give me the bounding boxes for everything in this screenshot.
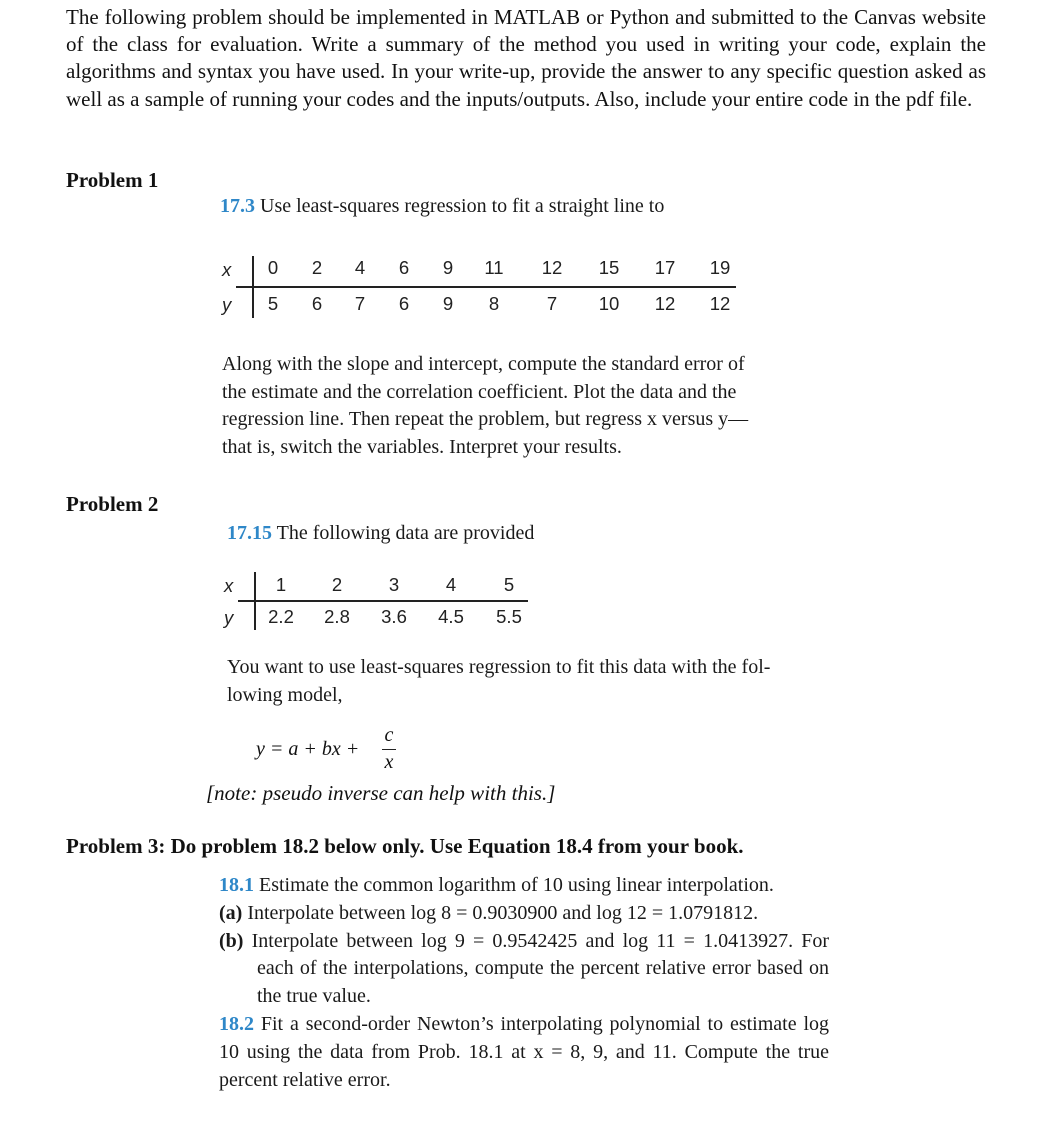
problem1-x-value: 15: [598, 257, 620, 278]
problem-1-statement: [220, 193, 664, 221]
table-divider-horizontal: [238, 600, 528, 602]
part-a-label: (a): [219, 901, 243, 924]
problem2-x-value: 2: [331, 574, 343, 595]
problem-18-list: [219, 872, 829, 1094]
problem-18-2-number: 18.2: [219, 1012, 254, 1035]
problem-2-statement-text: The following data are provided: [276, 522, 535, 544]
problem-1-heading: Problem 1: [66, 168, 159, 192]
problem2-y-value: 4.5: [438, 606, 464, 627]
problem-18-1-part-a: [219, 900, 829, 928]
problem2-x-value: 5: [503, 574, 515, 595]
problem1-y-value: 10: [598, 293, 620, 314]
problem-1-body-line: that is, switch the variables. Interpret your results.: [222, 435, 622, 458]
problem2-x-value: 4: [445, 574, 457, 595]
table-y-label: y: [222, 294, 232, 315]
problem1-x-value: 4: [354, 257, 366, 278]
problem1-y-value: 12: [654, 293, 676, 314]
problem2-y-value: 2.8: [324, 606, 350, 627]
problem1-y-value: 9: [442, 293, 454, 314]
problem-1-body-line: regression line. Then repeat the problem, but regress x versus y—: [222, 408, 749, 430]
problem-18-1-text: Estimate the common logarithm of 10 using linear interpolation.: [259, 874, 774, 896]
problem-2-number: 17.15: [227, 522, 272, 544]
problem1-y-value: 6: [398, 293, 410, 314]
problem-18-1-number: 18.1: [219, 874, 254, 896]
part-b-label: (b): [219, 929, 244, 952]
problem1-y-value: 6: [311, 293, 323, 314]
part-b-text: Interpolate between log 9 = 0.9542425 and log 11 = 1.0413927. For each of the interpolations, compute the percent relative error based on the true value.: [251, 929, 830, 1008]
part-a-text: Interpolate between log 8 = 0.9030900 and log 12 = 1.0791812.: [247, 901, 759, 924]
problem1-x-value: 12: [541, 257, 563, 278]
table-divider-horizontal: [236, 286, 736, 288]
problem1-x-value: 19: [709, 257, 731, 278]
problem-3-heading: Problem 3: Do problem 18.2 below only. Use Equation 18.4 from your book.: [66, 834, 744, 858]
fraction-denominator: x: [384, 751, 394, 773]
problem-18-1-part-b: [219, 928, 829, 1011]
problem1-x-value: 0: [267, 257, 279, 278]
table-x-label: x: [224, 575, 234, 596]
problem2-y-value: 5.5: [496, 606, 522, 627]
problem1-x-value: 6: [398, 257, 410, 278]
table-y-label: y: [224, 607, 234, 628]
problem1-y-value: 12: [709, 293, 731, 314]
problem-2-body-line: lowing model,: [227, 683, 343, 706]
problem1-x-value: 11: [484, 257, 504, 278]
model-equation-fraction: [379, 724, 399, 774]
problem-18-2: [219, 1011, 829, 1094]
problem-2-statement: [227, 520, 534, 548]
problem1-y-value: 7: [546, 293, 558, 314]
problem-2-heading: Problem 2: [66, 492, 159, 516]
problem-1-body-line: Along with the slope and intercept, compute the standard error of: [222, 353, 745, 375]
table-x-label: x: [222, 259, 232, 280]
problem2-x-value: 3: [388, 574, 400, 595]
problem-18-1: [219, 872, 829, 900]
problem-18-2-text: Fit a second-order Newton’s interpolating polynomial to estimate log 10 using the data from Prob. 18.1 at x = 8, 9, and 11. Compute the true percent relative error.: [219, 1012, 830, 1091]
problem2-x-value: 1: [275, 574, 287, 595]
instructions-paragraph: The following problem should be implemented in MATLAB or Python and submitted to the Canvas website of the class for evaluation. Write a summary of the method you used in writing your code, explain the algorithms and syntax you have used. In your write-up, provide the answer to any specific question asked as well as a sample of running your codes and the inputs/outputs. Also, include your entire code in the pdf file.: [66, 5, 986, 111]
model-equation: y = a + bx +: [256, 738, 360, 760]
problem1-x-value: 17: [654, 257, 676, 278]
problem1-y-value: 7: [354, 293, 366, 314]
problem-1-number: 17.3: [220, 195, 255, 217]
problem2-y-value: 2.2: [268, 606, 294, 627]
problem-1-body: [222, 351, 832, 461]
problem-1-statement-text: Use least-squares regression to fit a straight line to: [260, 195, 665, 217]
pseudo-inverse-note: [note: pseudo inverse can help with this.]: [206, 781, 556, 805]
problem1-x-value: 2: [311, 257, 323, 278]
problem1-x-value: 9: [442, 257, 454, 278]
problem-1-body-line: the estimate and the correlation coefficient. Plot the data and the: [222, 380, 737, 403]
problem1-y-value: 8: [488, 293, 500, 314]
problem-2-body: [227, 654, 827, 709]
problem1-y-value: 5: [267, 293, 279, 314]
fraction-numerator: c: [384, 724, 394, 746]
problem-2-body-line: You want to use least-squares regression to fit this data with the fol-: [227, 656, 771, 678]
problem2-y-value: 3.6: [381, 606, 407, 627]
